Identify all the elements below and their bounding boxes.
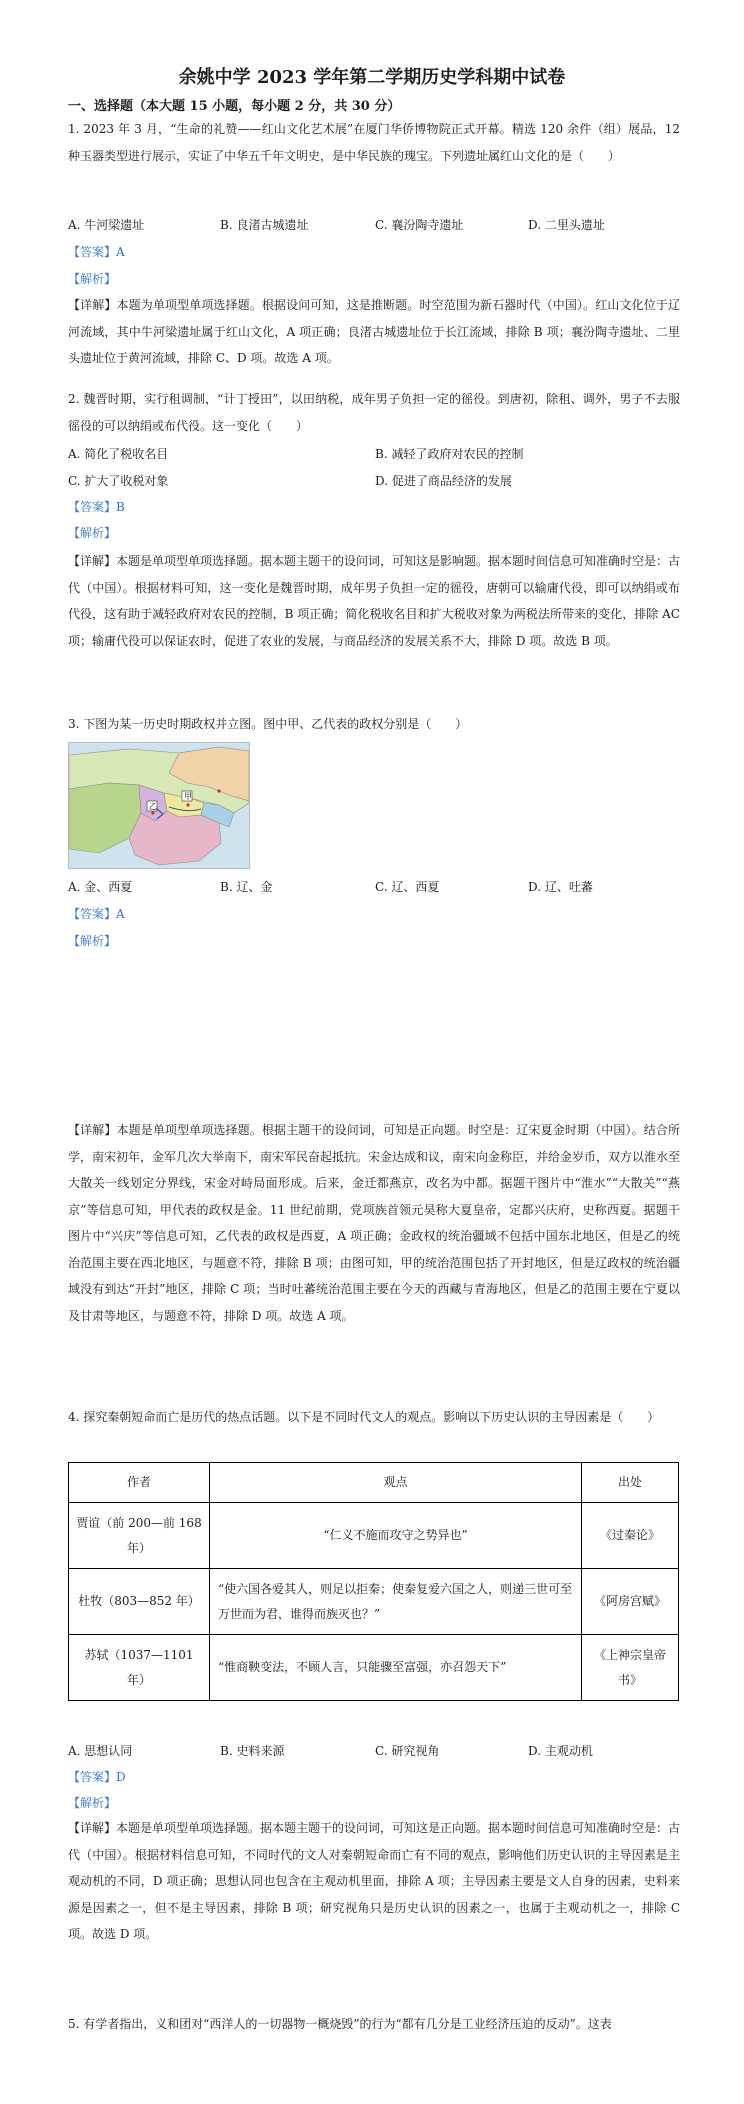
q3-answer: 【答案】A bbox=[68, 907, 125, 921]
table-cell-viewpoint: “使六国各爱其人，则足以拒秦；使秦复爱六国之人，则递三世可至万世而为君，谁得而族灭也？” bbox=[210, 1569, 582, 1635]
table-cell-viewpoint: “仁义不施而攻守之势异也” bbox=[210, 1503, 582, 1569]
q1-option-c: C. 襄汾陶寺遗址 bbox=[375, 218, 464, 232]
table-header-source: 出处 bbox=[582, 1463, 679, 1503]
political-map-image bbox=[68, 742, 250, 869]
table-row bbox=[69, 1503, 679, 1569]
q4-option-a: A. 思想认同 bbox=[68, 1744, 133, 1758]
q3-option-c: C. 辽、西夏 bbox=[375, 880, 440, 894]
q2-analysis-label: 【解析】 bbox=[68, 526, 117, 540]
q1-answer: 【答案】A bbox=[68, 245, 125, 259]
question-1-stem: 1. 2023 年 3 月，“生命的礼赞——红山文化艺术展”在厦门华侨博物院正式开幕。精选 120 余件（组）展品，12 种玉器类型进行展示，实证了中华五千年文明史，是中华民族的瑰宝。下列遗址属红山文化的是（ ） bbox=[68, 122, 680, 163]
q1-option-b: B. 良渚古城遗址 bbox=[220, 218, 309, 232]
table-header-viewpoint: 观点 bbox=[210, 1463, 582, 1503]
table-header-author: 作者 bbox=[69, 1463, 210, 1503]
q2-option-a: A. 简化了税收名目 bbox=[68, 447, 169, 461]
q2-option-b: B. 减轻了政府对农民的控制 bbox=[375, 447, 524, 461]
q1-detail: 【详解】本题为单项型单项选择题。根据设问可知，这是推断题。时空范围为新石器时代（中国）。红山文化位于辽河流域，其中牛河梁遗址属于红山文化，A 项正确；良渚古城遗址位于长江流域，排除 B 项；襄汾陶寺遗址、二里头遗址位于黄河流域，排除 C、D 项。故选 A 项。 bbox=[68, 298, 680, 365]
question-3-stem: 3. 下图为某一历史时期政权并立图。图中甲、乙代表的政权分别是（ ） bbox=[68, 717, 468, 731]
question-2-stem: 2. 魏晋时期，实行租调制，“计丁授田”，以田纳税，成年男子负担一定的徭役。到唐初，除租、调外，男子不去服徭役的可以纳绢或布代役。这一变化（ ） bbox=[68, 392, 680, 433]
q4-analysis-label: 【解析】 bbox=[68, 1796, 117, 1810]
viewpoint-table bbox=[68, 1462, 679, 1701]
q3-analysis-label: 【解析】 bbox=[68, 934, 117, 948]
q3-detail: 【详解】本题是单项型单项选择题。根据主题干的设问词，可知是正向题。时空是：辽宋夏金时期（中国）。结合所学，南宋初年，金军几次大举南下，南宋军民奋起抵抗。宋金达成和议，南宋向金称臣，并给金岁币，双方以淮水至大散关一线划定分界线，宋金对峙局面形成。后来，金迁都燕京，改名为中都。据题干图片中“淮水”“大散关”“燕京”等信息可知，甲代表的政权是金。11 世纪前期，党项族首领元昊称大夏皇帝，定都兴庆府，史称西夏。据题干图片中“兴庆”等信息可知，乙代表的政权是西夏，A 项正确；金政权的统治疆域不包括中国东北地区，但是乙的统治范围主要在西北地区，与题意不符，排除 B 项；由图可知，甲的统治范围包括了开封地区，但是辽政权的统治疆域没有到达“开封”地区，排除 C 项；当时吐蕃统治范围主要在今天的西藏与青海地区，但是乙的范围主要在宁夏以及甘肃等地区，与题意不符，排除 D 项。故选 A 项。 bbox=[68, 1123, 681, 1323]
table-cell-viewpoint: “惟商鞅变法，不顾人言，只能骤至富强，亦召怨天下” bbox=[210, 1635, 582, 1701]
table-cell-source: 《阿房宫赋》 bbox=[582, 1569, 679, 1635]
map-svg bbox=[69, 743, 249, 868]
q1-analysis-label: 【解析】 bbox=[68, 272, 117, 286]
map-label-yi: 乙 bbox=[149, 802, 157, 811]
table-cell-source: 《过秦论》 bbox=[582, 1503, 679, 1569]
table-header-row bbox=[69, 1463, 679, 1503]
q1-option-a: A. 牛河梁遗址 bbox=[68, 218, 145, 232]
table-cell-source: 《上神宗皇帝书》 bbox=[582, 1635, 679, 1701]
map-label-jia: 甲 bbox=[184, 792, 192, 801]
q3-option-a: A. 金、西夏 bbox=[68, 880, 133, 894]
q4-option-d: D. 主观动机 bbox=[528, 1744, 593, 1758]
q2-option-d: D. 促进了商品经济的发展 bbox=[375, 474, 512, 488]
table-cell-author: 苏轼（1037—1101 年） bbox=[69, 1635, 210, 1701]
q4-detail: 【详解】本题是单项型单项选择题。据本题主题干的设问词，可知这是正向题。据本题时间信息可知准确时空是：古代（中国）。根据材料信息可知，不同时代的文人对秦朝短命而亡有不同的观点，影响他们历史认识的主导因素是主观动机的不同，D 项正确；思想认同也包含在主观动机里面，排除 A 项；主导因素主要是文人自身的因素，史料来源是因素之一，但不是主导因素，排除 B 项；研究视角只是历史认识的因素之一，也属于主观动机之一，排除 C 项。故选 D 项。 bbox=[68, 1821, 681, 1941]
q4-answer: 【答案】D bbox=[68, 1770, 126, 1784]
q3-option-b: B. 辽、金 bbox=[220, 880, 273, 894]
page-title: 余姚中学 2023 学年第二学期历史学科期中试卷 bbox=[178, 67, 566, 88]
q2-option-c: C. 扩大了收税对象 bbox=[68, 474, 169, 488]
table-cell-author: 杜牧（803—852 年） bbox=[69, 1569, 210, 1635]
q2-answer: 【答案】B bbox=[68, 500, 125, 514]
q1-option-d: D. 二里头遗址 bbox=[528, 218, 605, 232]
question-5-stem: 5. 有学者指出，义和团对“西洋人的一切器物一概烧毁”的行为“都有几分是工业经济压迫的反动”。这表 bbox=[68, 2017, 612, 2031]
q4-option-c: C. 研究视角 bbox=[375, 1744, 440, 1758]
section-heading: 一、选择题（本大题 15 小题，每小题 2 分，共 30 分） bbox=[68, 99, 401, 114]
q4-option-b: B. 史料来源 bbox=[220, 1744, 285, 1758]
q3-option-d: D. 辽、吐蕃 bbox=[528, 880, 593, 894]
q2-detail: 【详解】本题是单项型单项选择题。据本题主题干的设问词，可知这是影响题。据本题时间信息可知准确时空是：古代（中国）。根据材料可知，这一变化是魏晋时期，成年男子负担一定的徭役，唐朝可以输庸代役，即可以纳绢或布代役，这有助于减轻政府对农民的控制，B 项正确；简化税收名目和扩大税收对象为两税法所带来的变化，排除 AC 项；输庸代役可以保证农时，促进了农业的发展，与商品经济的发展关系不大，排除 D 项。故选 B 项。 bbox=[68, 554, 681, 648]
table-cell-author: 贾谊（前 200—前 168 年） bbox=[69, 1503, 210, 1569]
question-4-stem: 4. 探究秦朝短命而亡是历代的热点话题。以下是不同时代文人的观点。影响以下历史认识的主导因素是（ ） bbox=[68, 1410, 660, 1424]
table-row bbox=[69, 1569, 679, 1635]
table-row bbox=[69, 1635, 679, 1701]
